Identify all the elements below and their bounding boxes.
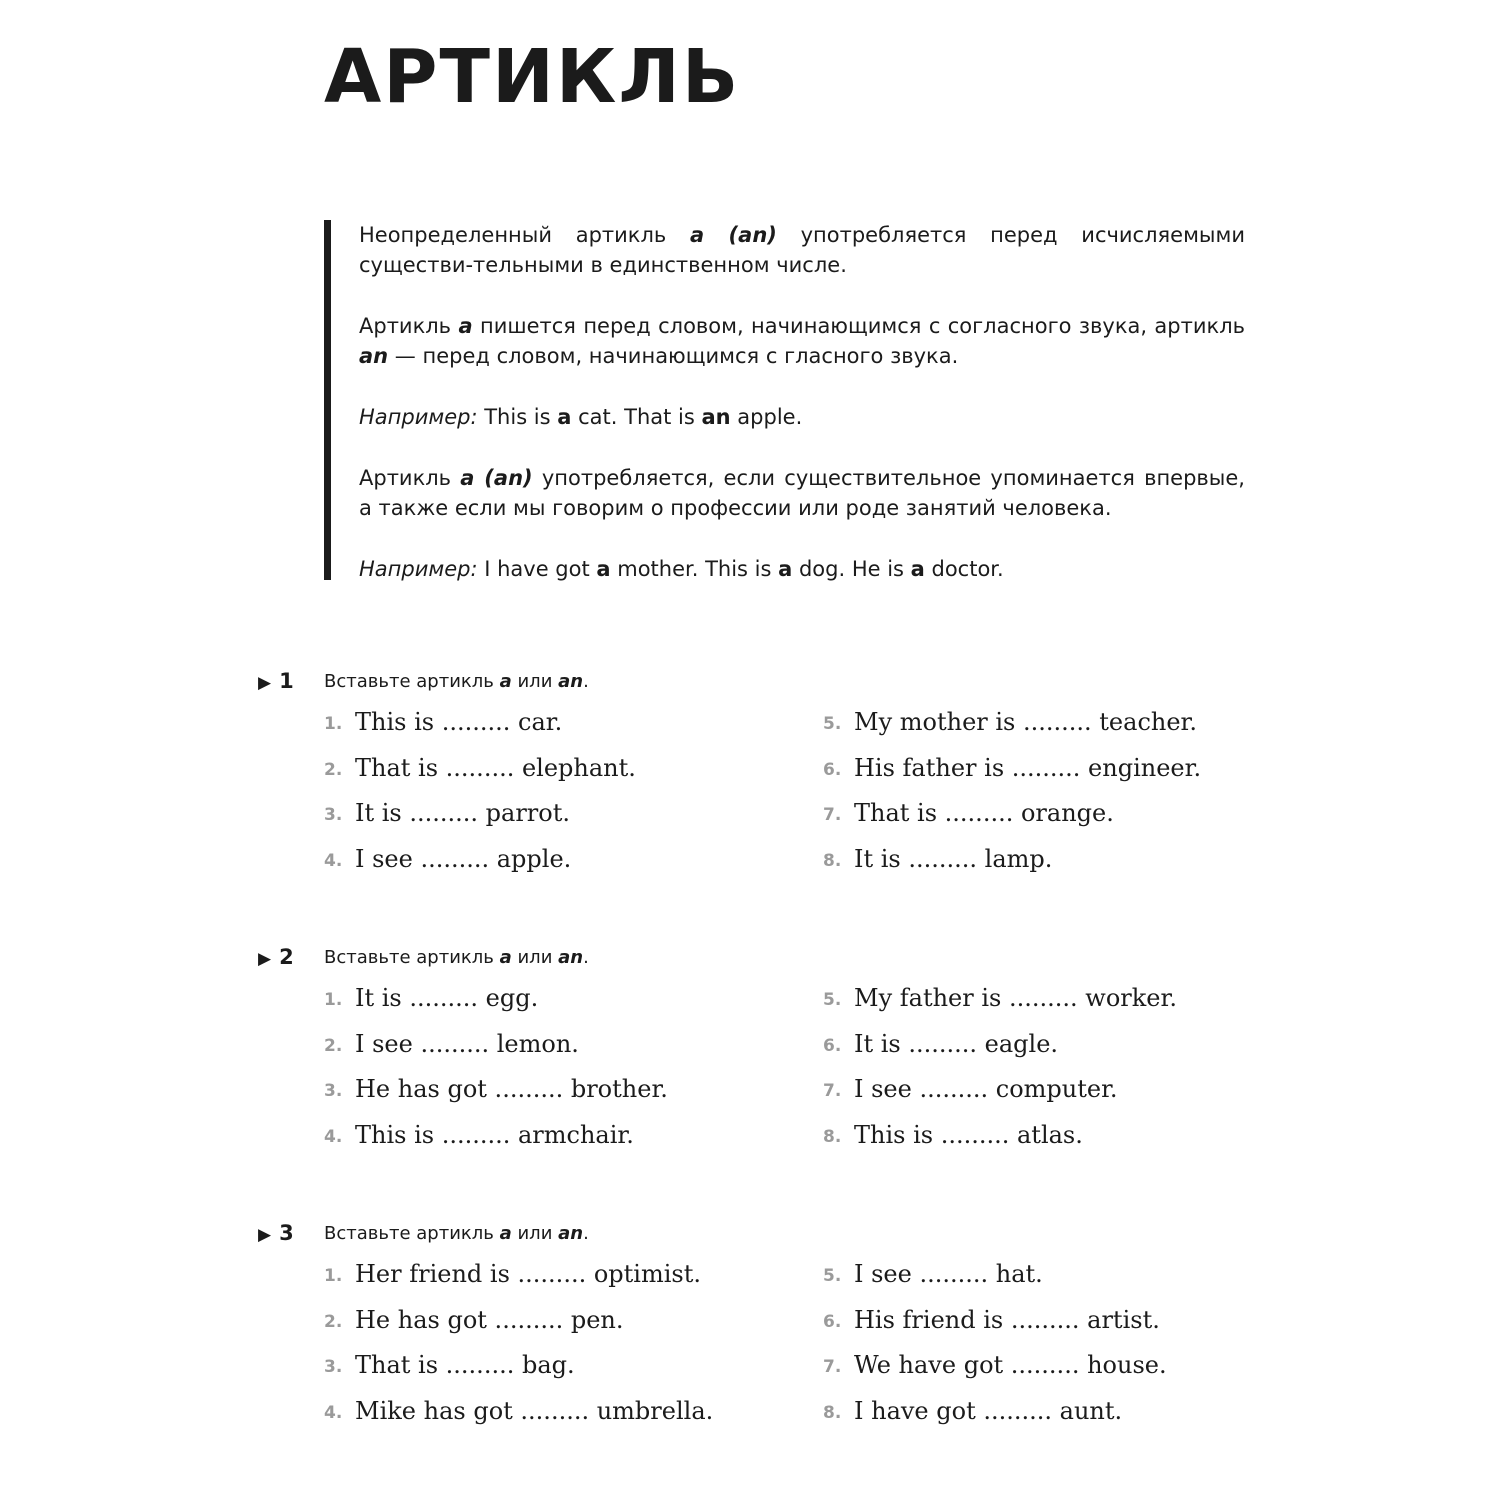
item-sentence: This is ......... armchair. <box>355 1120 634 1149</box>
rule-text: Неопределенный артикль <box>359 223 691 247</box>
exercise-item <box>823 754 1293 800</box>
items-column-right <box>823 708 1293 890</box>
instruction-text: Вставьте артикль <box>324 947 500 968</box>
item-sentence: That is ......... elephant. <box>355 753 636 782</box>
exercise-number-label: 2 <box>279 945 294 969</box>
instruction-article: an <box>558 1223 584 1244</box>
exercise-header <box>258 944 1258 974</box>
instruction-article: a <box>499 947 512 968</box>
exercise-number-label: 1 <box>279 669 294 693</box>
example-article: a <box>778 557 793 581</box>
example-text: I have got <box>477 557 597 581</box>
item-number: 1. <box>324 1266 343 1286</box>
exercise-item <box>324 799 794 845</box>
rule-text: употребляется, если существительное упоминается впервые, а также если мы говорим о профессии или роде занятий человека. <box>359 466 1245 520</box>
item-number: 8. <box>823 850 842 871</box>
item-number: 3. <box>324 1081 343 1101</box>
item-sentence: I see ......... apple. <box>355 844 572 873</box>
items-column-left <box>324 1260 794 1442</box>
rule-article: a <box>458 314 473 338</box>
rule-text: пишется перед словом, начинающимся с согласного звука, артикль <box>472 314 1245 338</box>
item-sentence: That is ......... orange. <box>854 799 1114 827</box>
example-article: a <box>557 405 572 429</box>
item-sentence: He has got ......... brother. <box>355 1075 668 1103</box>
example-article: a <box>596 557 611 581</box>
exercise-item <box>324 1075 794 1121</box>
exercise-item <box>823 1030 1293 1076</box>
item-number: 1. <box>324 990 343 1010</box>
play-triangle-icon: ▶ <box>258 673 272 693</box>
play-triangle-icon: ▶ <box>258 949 272 969</box>
item-sentence: That is ......... bag. <box>355 1351 575 1379</box>
exercise-item <box>823 1121 1293 1167</box>
items-column-right <box>823 984 1293 1166</box>
rule-text: — перед словом, начинающимся с гласного звука. <box>388 344 959 368</box>
exercise-item <box>823 708 1293 754</box>
instruction-text: или <box>511 947 559 968</box>
example-text: doctor. <box>924 557 1004 581</box>
item-sentence: He has got ......... pen. <box>355 1305 624 1334</box>
example-text: apple. <box>730 405 803 429</box>
exercise-item <box>324 984 794 1030</box>
item-sentence: It is ......... egg. <box>355 984 539 1012</box>
rule-example-2 <box>359 554 1245 584</box>
rule-box <box>324 220 1245 580</box>
items-column-right <box>823 1260 1293 1442</box>
example-lead: Например: <box>359 405 478 429</box>
item-number: 7. <box>823 1357 842 1377</box>
item-sentence: My mother is ......... teacher. <box>854 708 1198 736</box>
item-sentence: This is ......... atlas. <box>854 1120 1083 1149</box>
exercise-header <box>258 668 1258 698</box>
exercise-item <box>823 1075 1293 1121</box>
item-number: 2. <box>324 1035 343 1056</box>
exercise-number-label: 3 <box>279 1221 294 1245</box>
exercise-item <box>823 845 1293 891</box>
item-number: 5. <box>823 990 842 1010</box>
item-number: 4. <box>324 1402 343 1423</box>
instruction-text: Вставьте артикль <box>324 671 500 692</box>
item-sentence: His friend is ......... artist. <box>854 1305 1160 1334</box>
exercise-item <box>324 1121 794 1167</box>
item-sentence: His father is ......... engineer. <box>854 753 1202 782</box>
exercise-instruction <box>324 946 589 970</box>
exercise-2 <box>258 944 1258 1149</box>
exercise-1 <box>258 668 1258 873</box>
exercise-item <box>324 845 794 891</box>
item-sentence: Mike has got ......... umbrella. <box>355 1396 714 1425</box>
instruction-text: . <box>583 1223 589 1244</box>
item-sentence: I see ......... lemon. <box>355 1029 579 1058</box>
rule-paragraph-1 <box>359 220 1245 280</box>
exercise-item <box>324 1397 794 1443</box>
exercise-instruction <box>324 670 589 694</box>
instruction-text: или <box>511 671 559 692</box>
rule-text: Артикль <box>359 314 459 338</box>
item-sentence: Her friend is ......... optimist. <box>355 1260 701 1288</box>
rule-article: a (an) <box>690 223 777 247</box>
exercise-item <box>324 1260 794 1306</box>
item-number: 4. <box>324 1126 343 1147</box>
rule-paragraph-3 <box>359 463 1245 523</box>
instruction-text: Вставьте артикль <box>324 1223 500 1244</box>
example-text: dog. He is <box>792 557 911 581</box>
exercise-number <box>258 944 294 972</box>
item-number: 6. <box>823 1311 842 1332</box>
item-number: 3. <box>324 805 343 825</box>
item-number: 2. <box>324 1311 343 1332</box>
exercise-number <box>258 1220 294 1248</box>
example-article: an <box>701 405 731 429</box>
exercise-item <box>823 799 1293 845</box>
example-article: a <box>910 557 925 581</box>
instruction-text: или <box>511 1223 559 1244</box>
rule-article: an <box>359 344 389 368</box>
rule-text: употребляется перед исчисляемыми существи-тельными в единственном числе. <box>359 223 1245 277</box>
items-column-left <box>324 708 794 890</box>
item-number: 8. <box>823 1402 842 1423</box>
exercise-item <box>324 1351 794 1397</box>
item-sentence: This is ......... car. <box>355 708 563 736</box>
item-sentence: I see ......... computer. <box>854 1075 1118 1103</box>
item-number: 7. <box>823 805 842 825</box>
item-sentence: It is ......... lamp. <box>854 844 1053 873</box>
instruction-article: an <box>558 947 584 968</box>
exercise-item <box>324 708 794 754</box>
instruction-article: an <box>558 671 584 692</box>
item-number: 1. <box>324 714 343 734</box>
item-sentence: I have got ......... aunt. <box>854 1396 1123 1425</box>
item-number: 8. <box>823 1126 842 1147</box>
instruction-article: a <box>499 1223 512 1244</box>
item-sentence: My father is ......... worker. <box>854 984 1177 1012</box>
exercise-item <box>823 1397 1293 1443</box>
item-number: 2. <box>324 759 343 780</box>
item-sentence: I see ......... hat. <box>854 1260 1043 1288</box>
exercise-item <box>324 1306 794 1352</box>
item-number: 3. <box>324 1357 343 1377</box>
example-text: cat. That is <box>571 405 702 429</box>
exercise-instruction <box>324 1222 589 1246</box>
play-triangle-icon: ▶ <box>258 1225 272 1245</box>
exercise-header <box>258 1220 1258 1250</box>
rule-text: Артикль <box>359 466 461 490</box>
exercise-item <box>823 1306 1293 1352</box>
item-number: 5. <box>823 714 842 734</box>
exercise-item <box>823 1260 1293 1306</box>
exercise-3 <box>258 1220 1258 1425</box>
instruction-text: . <box>583 947 589 968</box>
rule-example-1 <box>359 402 1245 432</box>
item-number: 7. <box>823 1081 842 1101</box>
instruction-article: a <box>499 671 512 692</box>
item-sentence: We have got ......... house. <box>854 1351 1167 1379</box>
exercise-number <box>258 668 294 696</box>
rule-paragraph-2 <box>359 311 1245 371</box>
exercise-item <box>823 984 1293 1030</box>
item-number: 5. <box>823 1266 842 1286</box>
page-title: АРТИКЛЬ <box>324 34 741 120</box>
instruction-text: . <box>583 671 589 692</box>
item-sentence: It is ......... parrot. <box>355 799 571 827</box>
example-lead: Например: <box>359 557 478 581</box>
exercise-item <box>324 754 794 800</box>
items-column-left <box>324 984 794 1166</box>
example-text: This is <box>477 405 558 429</box>
item-sentence: It is ......... eagle. <box>854 1029 1059 1058</box>
example-text: mother. This is <box>610 557 779 581</box>
item-number: 6. <box>823 759 842 780</box>
rule-article: a (an) <box>460 466 533 490</box>
exercise-item <box>324 1030 794 1076</box>
item-number: 4. <box>324 850 343 871</box>
item-number: 6. <box>823 1035 842 1056</box>
exercise-item <box>823 1351 1293 1397</box>
